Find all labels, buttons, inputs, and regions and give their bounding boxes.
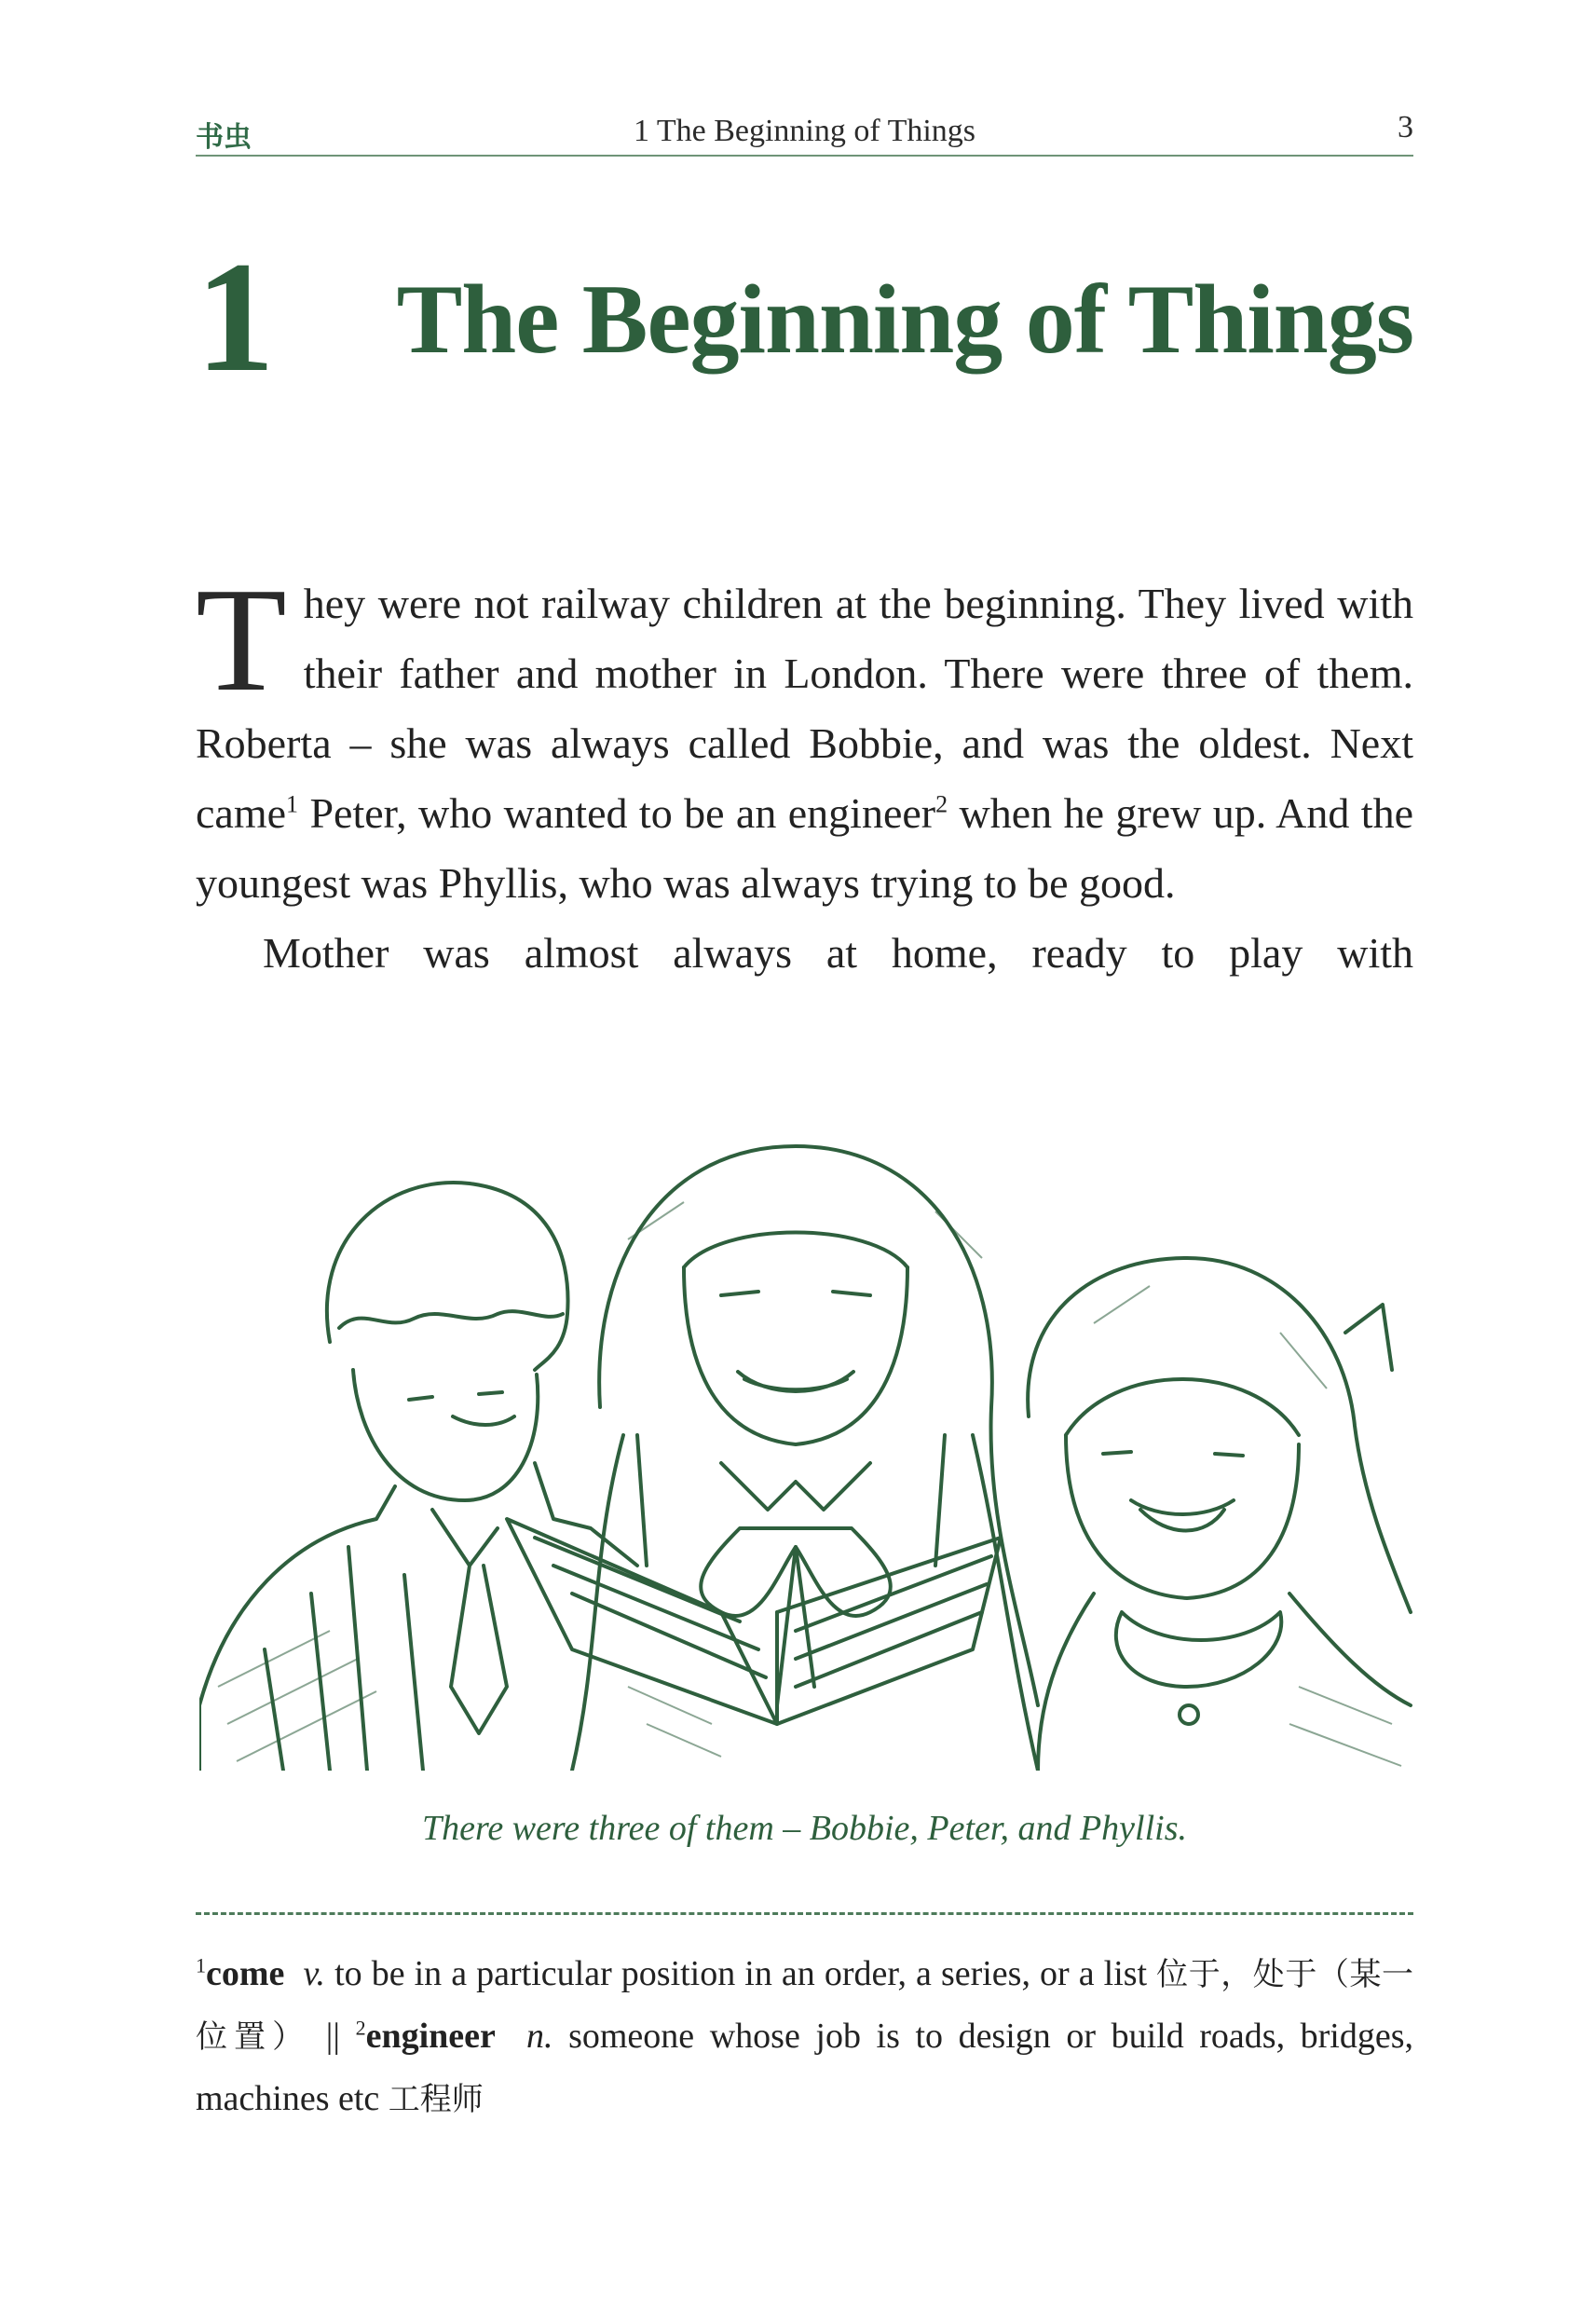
footnote-translation: 工程师 [388,2081,484,2118]
drop-cap: T [196,556,287,722]
footnote-ref[interactable]: 1 [286,790,299,818]
running-title: 1 The Beginning of Things [633,114,976,148]
paragraph: Mother was almost always at home, ready to play with [263,929,1413,977]
footnote-definition: someone whose job is to design or build roads, bridges, machines etc [196,2017,1414,2118]
part-of-speech: v. [303,1954,326,1993]
footnote-headword: come [206,1954,285,1993]
body-text [196,556,1413,988]
part-of-speech: n. [526,2017,553,2056]
children-reading-illustration [199,1128,1414,1771]
running-header [196,110,1413,157]
footnote-headword: engineer [365,2017,496,2056]
series-logo: 书虫 [196,121,252,154]
footnote-definition: to be in a particular position in an order, a series, or a list [325,1954,1157,1993]
footnote-translation: 位于，处于（某一位置） [196,1956,1414,2056]
footnote-number: 1 [196,1953,206,1977]
page-number: 3 [1398,110,1413,144]
footnote-ref[interactable]: 2 [935,790,948,818]
illustration-caption: There were three of them – Bobbie, Peter, and Phyllis. [421,1809,1188,1848]
chapter-number: 1 [196,229,275,404]
footnote-divider [196,1912,1413,1915]
paragraph: They were not railway children at the beginning. They lived with their father and mother in London. There were three of them. Roberta – she was always called Bobbie, and was the oldest. Next came$^1$ Peter, who wanted to be an engineer$^2$ when he grew up. And the youngest was Phyllis, who was always trying to be good. [196,556,1413,907]
chapter-title: The Beginning of Things [396,265,1413,374]
footnote-number: 2 [355,2016,366,2040]
footnotes [196,1943,1413,2130]
footnote-separator: || [310,2017,356,2056]
